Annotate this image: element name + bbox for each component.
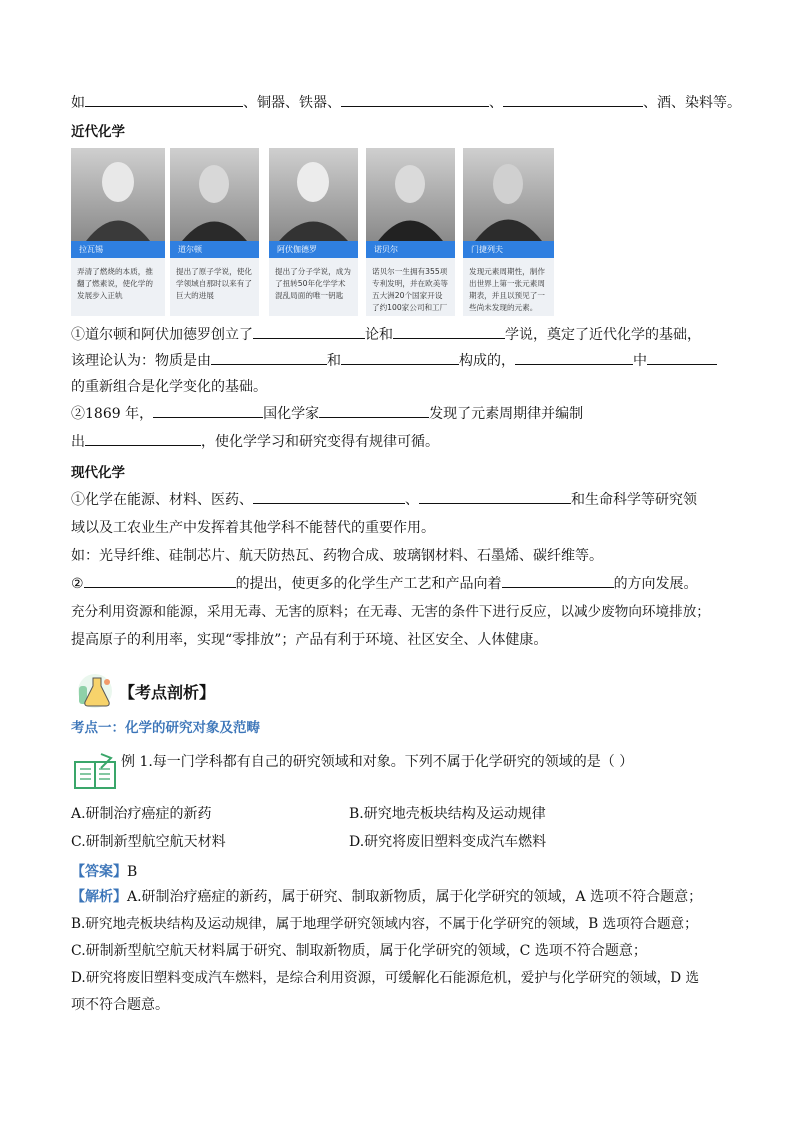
paragraph-green-chemistry: ② 的提出，使更多的化学生产工艺和产品向着 的方向发展。 [71,570,727,598]
heading-modern-chemistry: 近代化学 [71,124,125,140]
heading-contemporary-chemistry: 现代化学 [71,465,125,481]
portrait-image [366,148,455,241]
answer-line: 【答案】B [71,863,138,880]
blank[interactable] [84,573,236,588]
name-band: 道尔顿 [170,241,259,258]
blank[interactable] [503,92,643,107]
paragraph-contemporary: ①化学在能源、材料、医药、 、 和生命科学等研究领 [71,486,727,514]
blank[interactable] [153,403,263,418]
analysis-line: D.研究将废旧塑料变成汽车燃料，是综合利用资源，可缓解化石能源危机，爱护与化学研究的领域，D 选 [71,969,700,986]
paragraph-dalton: 该理论认为：物质是由 和 构成的， 中 [71,348,727,374]
blank[interactable] [341,350,459,365]
section-title [71,672,727,710]
blank[interactable] [319,403,429,418]
portrait-image [170,148,259,241]
analysis-line: C.研制新型航空航天材料属于研究、制取新物质，属于化学研究的领域，C 选项不符合题意； [71,942,647,959]
blank[interactable] [85,431,201,446]
blank[interactable] [253,489,405,504]
blank[interactable] [253,324,365,339]
document-page [71,92,741,1019]
name-band: 拉瓦锡 [71,241,165,258]
scientist-card: 道尔顿 提出了原子学说，使化学领域自那时以来有了巨大的进展 [170,148,259,316]
paragraph-green-chemistry: 充分利用资源和能源，采用无毒、无害的原料；在无毒、无害的条件下进行反应，以减少废物向环境排放； [71,604,710,620]
paragraph-mendeleev: ②1869 年， 国化学家 发现了元素周期律并编制 [71,400,727,428]
scientist-card: 阿伏伽德罗 提出了分子学说，成为了扭转50年化学学术混乱局面的唯一钥匙 [269,148,358,316]
blank[interactable] [419,489,571,504]
portrait-image [269,148,358,241]
name-band: 诺贝尔 [366,241,455,258]
blank[interactable] [647,350,717,365]
section-heading: 【考点剖析】 [119,682,216,702]
blank[interactable] [393,324,505,339]
scientist-photo-strip [71,148,727,316]
scientist-card: 门捷列夫 发现元素周期性，制作出世界上第一张元素周期表，并且以预见了一些尚未发现的元素。 [463,148,554,316]
blank[interactable] [211,350,327,365]
example-question: 例 1.每一门学科都有自己的研究领域和对象。下列不属于化学研究的领域的是（ ） [121,753,634,770]
analysis-line: 【解析】A.研制治疗癌症的新药，属于研究、制取新物质，属于化学研究的领域，A 选项不符合题意； [71,888,703,905]
blank[interactable] [515,350,633,365]
blank[interactable] [341,92,489,107]
option-a[interactable]: A.研制治疗癌症的新药 [71,805,212,822]
paragraph-contemporary: 域以及工农业生产中发挥着其他学科不能替代的重要作用。 [71,520,435,536]
name-band: 门捷列夫 [463,241,554,258]
analysis-line: 项不符合题意。 [71,996,169,1013]
name-band: 阿伏伽德罗 [269,241,358,258]
fill-line-1: 如 、铜器、铁器、 、 、酒、染料等。 [71,92,727,113]
option-c[interactable]: C.研制新型航空航天材料 [71,833,226,850]
blank[interactable] [85,92,243,107]
paragraph-green-chemistry: 提高原子的利用率，实现“零排放”；产品有利于环境、社区安全、人体健康。 [71,632,548,648]
options-row [71,832,727,852]
option-b[interactable]: B.研究地壳板块结构及运动规律 [349,805,546,822]
paragraph-dalton: ①道尔顿和阿伏加德罗创立了 论和 学说，奠定了近代化学的基础， [71,322,727,348]
key-point-heading: 考点一：化学的研究对象及范畴 [71,720,260,736]
paragraph-dalton: 的重新组合是化学变化的基础。 [71,379,267,395]
scientist-card: 拉瓦锡 弄清了燃烧的本质，推翻了燃素说，使化学的发展步入正轨 [71,148,165,316]
answer-value: B [127,863,138,880]
blank[interactable] [502,573,614,588]
example-block [71,752,727,792]
chemistry-flask-icon [71,672,119,710]
paragraph-contemporary: 如：光导纤维、硅制芯片、航天防热瓦、药物合成、玻璃钢材料、石墨烯、碳纤维等。 [71,548,603,564]
scientist-card: 诺贝尔 诺贝尔一生拥有355项专利发明，并在欧美等五大洲20个国家开设了约100家公司和工厂 [366,148,455,316]
portrait-image [71,148,165,241]
analysis-line: B.研究地壳板块结构及运动规律，属于地理学研究领域内容，不属于化学研究的领域，B 选项符合题意； [71,915,698,932]
options-row [71,804,727,824]
option-d[interactable]: D.研究将废旧塑料变成汽车燃料 [349,833,547,850]
paragraph-mendeleev: 出 ，使化学学习和研究变得有规律可循。 [71,428,727,456]
portrait-image [463,148,554,241]
open-book-icon [71,752,119,792]
